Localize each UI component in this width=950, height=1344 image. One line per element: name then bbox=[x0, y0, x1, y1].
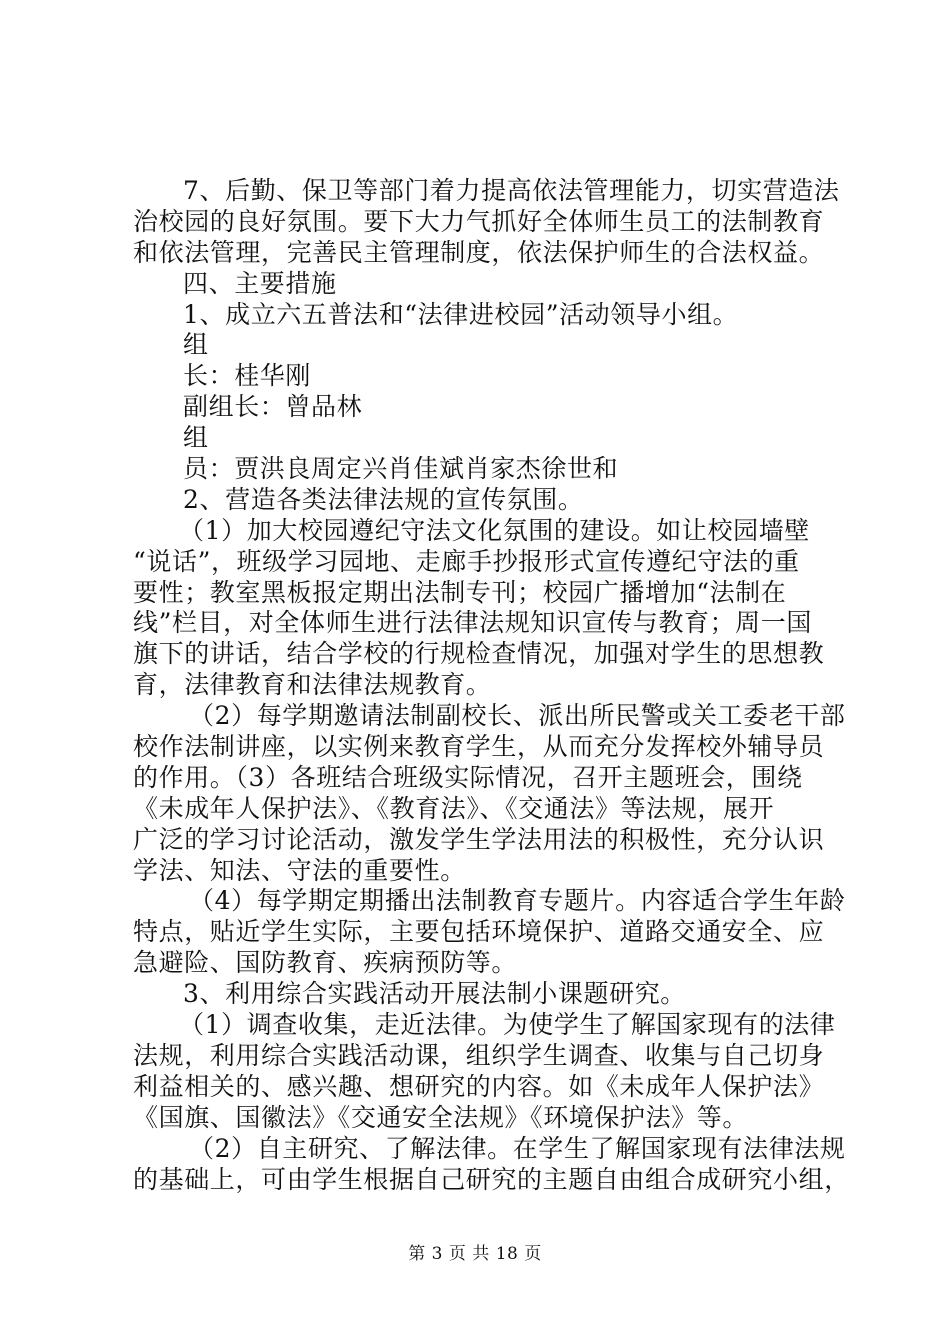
paragraph-line: “说话”，班级学习园地、走廊手抄报形式宣传遵纪守法的重 bbox=[133, 546, 800, 576]
paragraph-line: 治校园的良好氛围。要下大力气抓好全体师生员工的法制教育 bbox=[133, 206, 825, 236]
paragraph-line: 3、利用综合实践活动开展法制小课题研究。 bbox=[183, 979, 686, 1009]
paragraph-line: 组 bbox=[183, 330, 209, 360]
document-body bbox=[133, 176, 850, 1195]
paragraph-line: 旗下的讲话，结合学校的行规检查情况，加强对学生的思想教 bbox=[133, 639, 825, 669]
section-heading: 四、主要措施 bbox=[183, 268, 337, 298]
paragraph-line: 《国旗、国徽法》《交通安全法规》《环境保护法》等。 bbox=[133, 1102, 749, 1132]
page-number-footer: 第 3 页 共 18 页 bbox=[408, 1244, 542, 1264]
paragraph-line: （1）加大校园遵纪守法文化氛围的建设。如让校园墙壁 bbox=[179, 515, 810, 545]
paragraph-line: （2）自主研究、了解法律。在学生了解国家现有法律法规 bbox=[189, 1133, 846, 1163]
paragraph-line: 1、成立六五普法和“法律进校园”活动领导小组。 bbox=[183, 299, 739, 329]
paragraph-line: 和依法管理，完善民主管理制度，依法保护师生的合法权益。 bbox=[133, 237, 825, 267]
paragraph-line: 要性；教室黑板报定期出法制专刊；校园广播增加“法制在 bbox=[133, 577, 787, 607]
paragraph-line: 育，法律教育和法律法规教育。 bbox=[133, 670, 492, 700]
paragraph-line: 副组长：曾品林 bbox=[183, 392, 363, 422]
paragraph-line: 急避险、国防教育、疾病预防等。 bbox=[133, 948, 518, 978]
paragraph-line: （1）调查收集，走近法律。为使学生了解国家现有的法律 bbox=[179, 1010, 836, 1040]
paragraph-line: 利益相关的、感兴趣、想研究的内容。如《未成年人保护法》 bbox=[133, 1071, 825, 1101]
paragraph-line: 的作用。（3）各班结合班级实际情况，召开主题班会，围绕 bbox=[133, 762, 803, 792]
paragraph-line: 法规，利用综合实践活动课，组织学生调查、收集与自己切身 bbox=[133, 1040, 825, 1070]
paragraph-line: 《未成年人保护法》、《教育法》、《交通法》等法规，展开 bbox=[133, 793, 775, 823]
paragraph-line: 校作法制讲座，以实例来教育学生，从而充分发挥校外辅导员 bbox=[133, 732, 825, 762]
paragraph-line: 特点，贴近学生实际，主要包括环境保护、道路交通安全、应 bbox=[133, 917, 825, 947]
paragraph-line: 线”栏目，对全体师生进行法律法规知识宣传与教育；周一国 bbox=[133, 608, 812, 638]
paragraph-line: 的基础上，可由学生根据自己研究的主题自由组合成研究小组， bbox=[133, 1164, 850, 1194]
paragraph-line: 广泛的学习讨论活动，激发学生学法用法的积极性，充分认识 bbox=[133, 824, 825, 854]
paragraph-line: 7、后勤、保卫等部门着力提高依法管理能力，切实营造法 bbox=[183, 176, 840, 205]
paragraph-line: （4）每学期定期播出法制教育专题片。内容适合学生年龄 bbox=[189, 886, 846, 916]
paragraph-line: （2）每学期邀请法制副校长、派出所民警或关工委老干部 bbox=[189, 701, 846, 731]
paragraph-line: 长：桂华刚 bbox=[183, 361, 312, 391]
paragraph-line: 员：贾洪良周定兴肖佳斌肖家杰徐世和 bbox=[183, 454, 619, 484]
paragraph-line: 2、营造各类法律法规的宣传氛围。 bbox=[183, 484, 584, 514]
paragraph-line: 组 bbox=[183, 423, 209, 453]
paragraph-line: 学法、知法、守法的重要性。 bbox=[133, 855, 466, 885]
